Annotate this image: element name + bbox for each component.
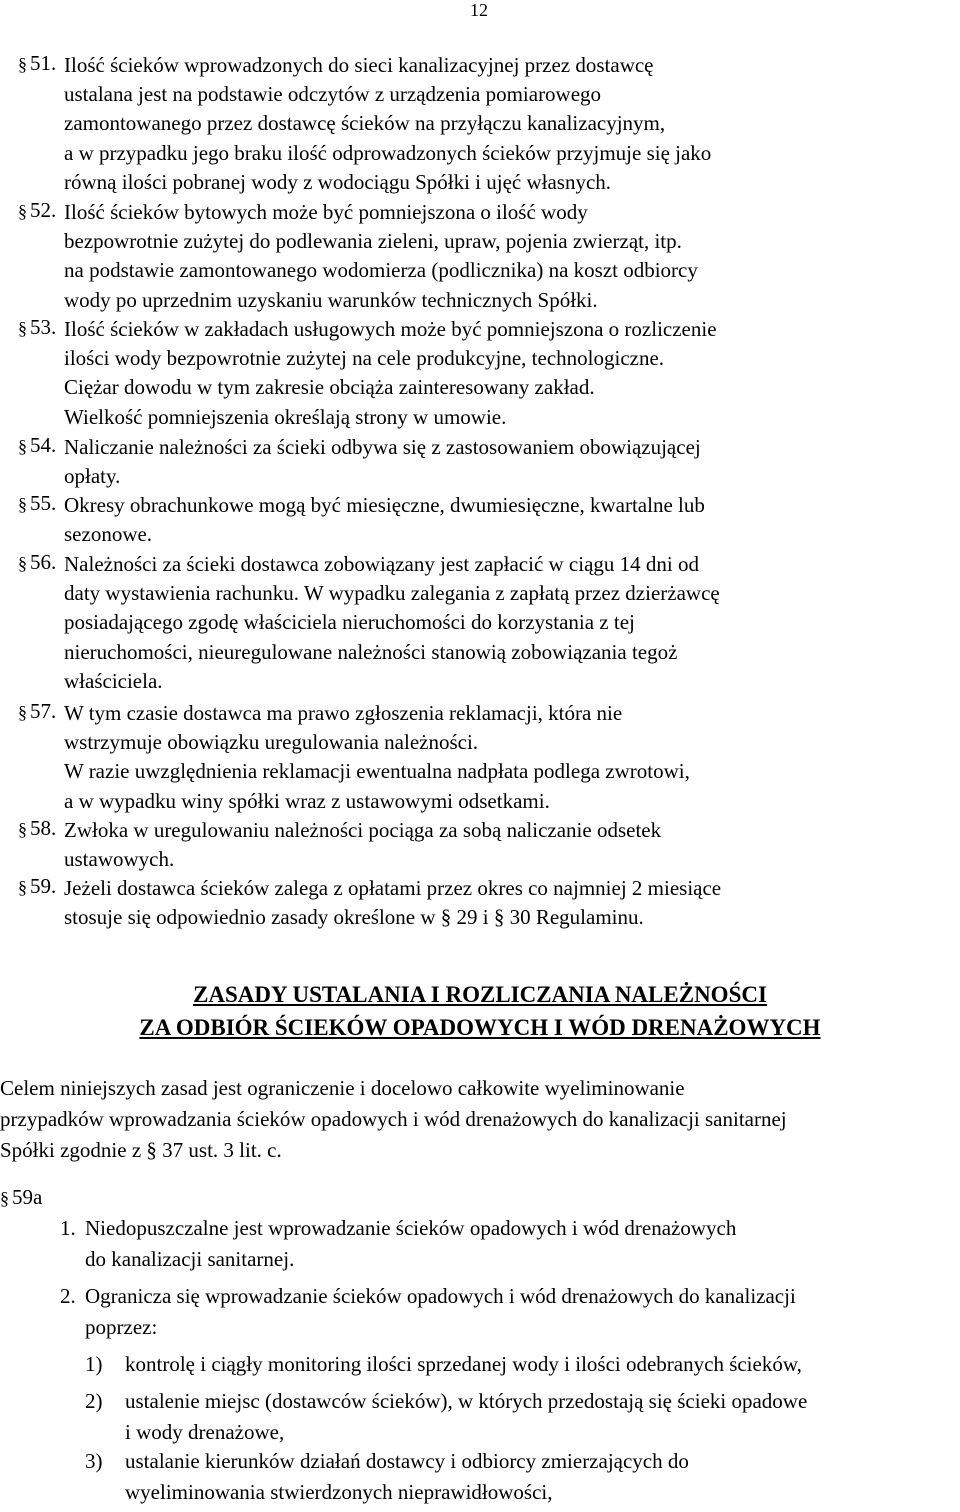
item-line: ustawowych.: [64, 847, 175, 871]
item-line: wody po uprzednim uzyskaniu warunków technicznych Spółki.: [64, 288, 598, 312]
section-sign: §: [18, 54, 27, 74]
subpoint-number: 3): [85, 1449, 103, 1473]
item-number: 59.: [30, 874, 57, 898]
item-number: 51.: [30, 51, 57, 75]
item-number: 54.: [30, 433, 57, 457]
section-sign: §: [18, 877, 27, 897]
point-line: Niedopuszczalne jest wprowadzanie ścieków opadowych i wód drenażowych: [85, 1216, 737, 1240]
subpoint-line: wyeliminowania stwierdzonych nieprawidłowości,: [125, 1480, 553, 1504]
section-sign: §: [18, 436, 27, 456]
item-line: a w wypadku winy spółki wraz z ustawowymi odsetkami.: [64, 789, 550, 813]
item-line: na podstawie zamontowanego wodomierza (podlicznika) na koszt odbiorcy: [64, 258, 698, 282]
item-line: posiadającego zgodę właściciela nieruchomości do korzystania z tej: [64, 610, 635, 634]
item-number: 55.: [30, 491, 57, 515]
item-line: zamontowanego przez dostawcę ścieków na przyłączu kanalizacyjnym,: [64, 111, 666, 135]
subpoint-line: kontrolę i ciągły monitoring ilości sprzedanej wody i ilości odebranych ścieków,: [125, 1352, 802, 1376]
item-line: właściciela.: [64, 669, 163, 693]
item-line: Ciężar dowodu w tym zakresie obciąża zainteresowany zakład.: [64, 375, 595, 399]
subpoint-line: ustalenie miejsc (dostawców ścieków), w których przedostają się ścieki opadowe: [125, 1389, 808, 1413]
section-sign: §: [18, 494, 27, 514]
item-line: daty wystawienia rachunku. W wypadku zalegania z zapłatą przez dzierżawcę: [64, 581, 720, 605]
item-line: wstrzymuje obowiązku uregulowania należności.: [64, 730, 479, 754]
item-line: równą ilości pobranej wody z wodociągu Spółki i ujęć własnych.: [64, 170, 612, 194]
section-sign: §: [18, 201, 27, 221]
item-line: ustalana jest na podstawie odczytów z urządzenia pomiarowego: [64, 82, 602, 106]
point-number: 1.: [60, 1216, 76, 1240]
item-line: nieruchomości, nieuregulowane należności stanowią zobowiązania tegoż: [64, 640, 678, 664]
section-sign: §: [18, 318, 27, 338]
section-59a-label: § 59a: [0, 1185, 43, 1209]
item-line: a w przypadku jego braku ilość odprowadzonych ścieków przyjmuje się jako: [64, 141, 712, 165]
section-sign: §: [0, 1188, 9, 1208]
item-line: bezpowrotnie zużytej do podlewania zieleni, upraw, pojenia zwierząt, itp.: [64, 229, 682, 253]
section-sign: §: [18, 819, 27, 839]
item-line: Należności za ścieki dostawca zobowiązany jest zapłacić w ciągu 14 dni od: [64, 552, 699, 576]
item-line: Ilość ścieków wprowadzonych do sieci kanalizacyjnej przez dostawcę: [64, 53, 654, 77]
item-number: 57.: [30, 699, 57, 723]
subpoint-line: i wody drenażowe,: [125, 1420, 285, 1444]
point-line: Ogranicza się wprowadzanie ścieków opadowych i wód drenażowych do kanalizacji: [85, 1284, 796, 1308]
item-line: Ilość ścieków bytowych może być pomniejszona o ilość wody: [64, 200, 588, 224]
item-line: Jeżeli dostawca ścieków zalega z opłatami przez okres co najmniej 2 miesiące: [64, 876, 722, 900]
subpoint-number: 1): [85, 1352, 103, 1376]
item-number: 53.: [30, 315, 57, 339]
item-line: Naliczanie należności za ścieki odbywa się z zastosowaniem obowiązującej: [64, 435, 701, 459]
point-line: do kanalizacji sanitarnej.: [85, 1247, 295, 1271]
section-sign: §: [18, 553, 27, 573]
subpoint-number: 2): [85, 1389, 103, 1413]
item-number: 58.: [30, 816, 57, 840]
intro-line: przypadków wprowadzania ścieków opadowych i wód drenażowych do kanalizacji sanitarnej: [0, 1107, 787, 1131]
section-sign: §: [18, 702, 27, 722]
item-line: opłaty.: [64, 464, 121, 488]
item-line: W razie uwzględnienia reklamacji ewentualna nadpłata podlega zwrotowi,: [64, 759, 690, 783]
item-line: Ilość ścieków w zakładach usługowych może być pomniejszona o rozliczenie: [64, 317, 717, 341]
point-line: poprzez:: [85, 1315, 158, 1339]
section-heading-line1: ZASADY USTALANIA I ROZLICZANIA NALEŻNOŚCI: [193, 982, 767, 1007]
page-number: 12: [470, 0, 488, 20]
intro-line: Celem niniejszych zasad jest ograniczenie i docelowo całkowite wyeliminowanie: [0, 1076, 685, 1100]
section-heading-line2: ZA ODBIÓR ŚCIEKÓW OPADOWYCH I WÓD DRENAŻOWYCH: [139, 1015, 821, 1040]
item-line: W tym czasie dostawca ma prawo zgłoszenia reklamacji, która nie: [64, 701, 623, 725]
item-line: Wielkość pomniejszenia określają strony w umowie.: [64, 405, 507, 429]
item-line: Okresy obrachunkowe mogą być miesięczne, dwumiesięczne, kwartalne lub: [64, 493, 705, 517]
item-number: 56.: [30, 550, 57, 574]
point-number: 2.: [60, 1284, 76, 1308]
item-line: sezonowe.: [64, 522, 153, 546]
subpoint-line: ustalanie kierunków działań dostawcy i odbiorcy zmierzających do: [125, 1449, 689, 1473]
item-line: ilości wody bezpowrotnie zużytej na cele produkcyjne, technologiczne.: [64, 346, 665, 370]
intro-line: Spółki zgodnie z § 37 ust. 3 lit. c.: [0, 1138, 282, 1162]
item-line: stosuje się odpowiednio zasady określone w § 29 i § 30 Regulaminu.: [64, 905, 644, 929]
item-line: Zwłoka w uregulowaniu należności pociąga za sobą naliczanie odsetek: [64, 818, 662, 842]
item-number: 52.: [30, 198, 57, 222]
